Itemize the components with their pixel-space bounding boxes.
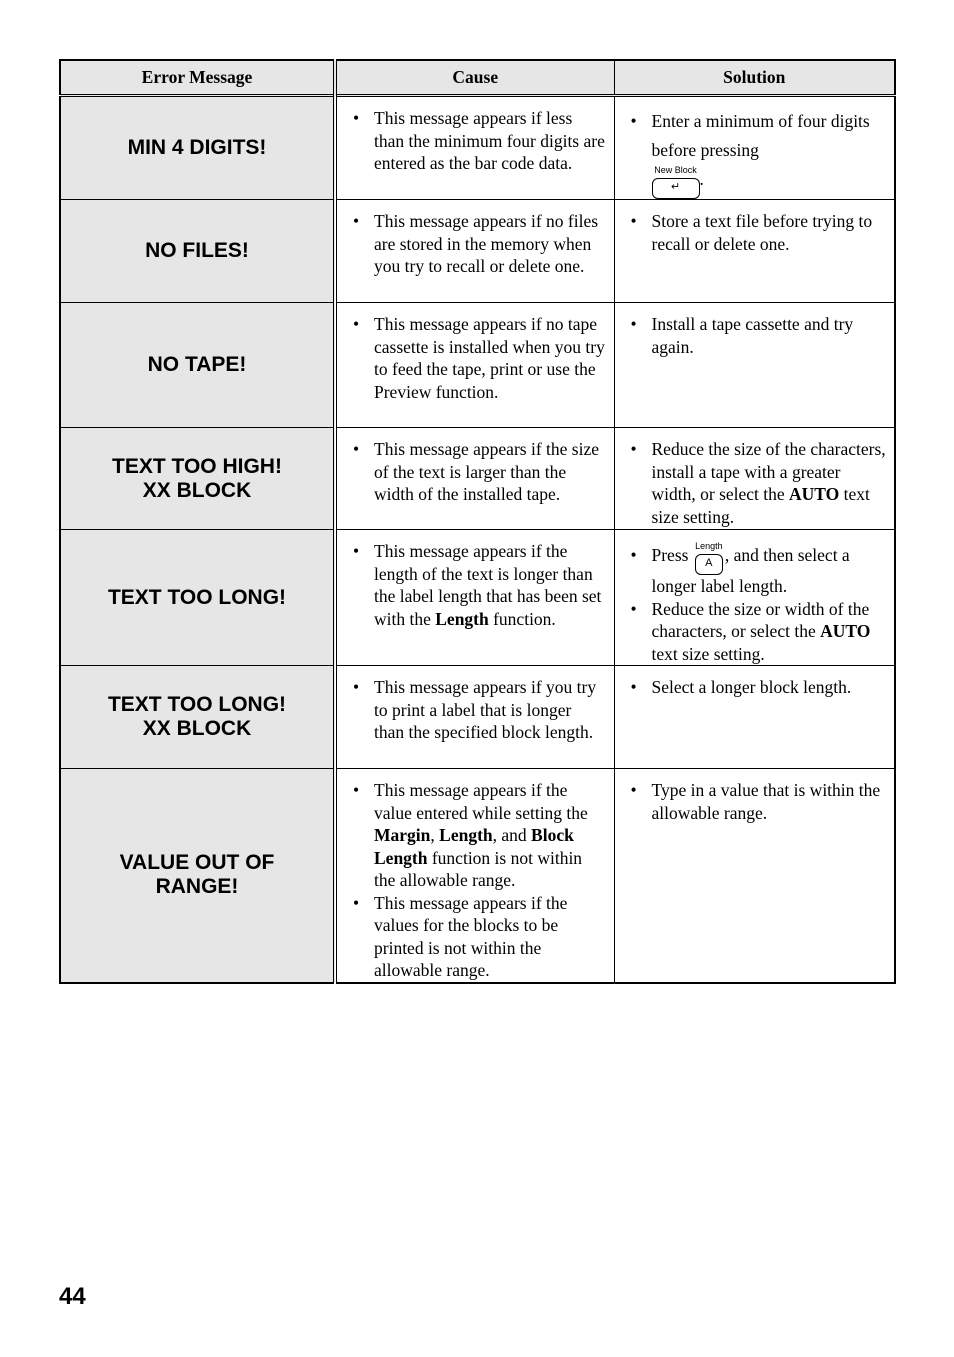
auto-setting-label: AUTO [789,484,840,504]
solution-text: , and then select a longer label length. [651,545,850,596]
solution-text: text size setting. [651,643,765,664]
cause-text: , and [492,825,527,845]
table-row [60,666,895,769]
cause-point: • This message appears if the size of the text is larger than the width of the installed tape. [353,438,606,506]
solution-point [631,541,887,598]
cause-cell [335,303,614,428]
solution-cell [614,200,895,303]
cause-cell [335,769,614,983]
length-function-label: Length [439,825,493,845]
solution-cell [614,96,895,200]
solution-point: • Store a text file before trying to recall or delete one. [631,210,887,255]
error-message-text: VALUE OUT OF [119,851,275,875]
solution-point [631,107,887,199]
error-message-cell [60,769,335,983]
error-message-table [59,59,896,984]
header-error-message: Error Message [60,60,335,96]
cause-point: • This message appears if the values for the blocks to be printed is not within the allowable range. [353,892,606,982]
error-message-cell [60,303,335,428]
error-message-text: RANGE! [155,875,239,899]
table-row [60,200,895,303]
cause-cell [335,428,614,530]
key-label: Length [695,541,723,551]
solution-cell [614,666,895,769]
margin-function-label: Margin [374,825,431,845]
enter-arrow-icon: ↵ [670,181,681,193]
error-message-text: MIN 4 DIGITS! [127,136,267,159]
solution-point [631,598,887,666]
error-message-text: XX BLOCK [142,478,252,502]
cause-text: function. [493,608,556,629]
table-row [60,96,895,200]
header-cause: Cause [335,60,614,96]
solution-text: text size setting. [651,484,870,527]
solution-text: Enter a minimum of four digits before pressing [651,111,870,160]
solution-point: • Select a longer block length. [631,676,887,699]
table-row [60,530,895,666]
error-message-text: TEXT TOO LONG! [107,585,287,609]
error-message-cell [60,200,335,303]
header-solution: Solution [614,60,895,96]
cause-point [353,540,606,630]
error-message-cell [60,96,335,200]
solution-point: • Install a tape cassette and try again. [631,313,887,358]
solution-cell [614,530,895,666]
cause-point: • This message appears if no tape cassette is installed when you try to feed the tape, print or use the Preview function. [353,313,606,403]
solution-cell [614,303,895,428]
error-message-text: TEXT TOO HIGH! [112,454,282,478]
cause-cell [335,200,614,303]
table-row [60,303,895,428]
solution-end: . [699,169,704,189]
block-length-function-label: Block Length [374,825,574,868]
cause-cell [335,530,614,666]
solution-text: Reduce the size or width of the characters, or select the [651,598,870,641]
solution-text: Press [651,545,689,565]
new-block-key-icon [652,165,700,199]
cause-text: function is not within the allowable range. [374,847,583,890]
auto-setting-label: AUTO [820,621,871,641]
length-function-label: Length [435,608,489,629]
solution-point [631,438,887,528]
error-message-cell [60,530,335,666]
a-key-glyph: A [705,557,713,569]
cause-point [353,779,606,892]
cause-text: , [430,825,435,845]
solution-cell [614,769,895,983]
length-key-icon [695,541,723,575]
table-row [60,428,895,530]
table-header-row [60,60,895,96]
cause-text: This message appears if the value entered while setting the [374,780,588,823]
error-message-text: NO TAPE! [147,353,247,376]
error-message-text: NO FILES! [145,239,249,262]
error-message-text: XX BLOCK [142,717,252,740]
solution-text: Reduce the size of the characters, install a tape with a greater width, or select the [651,439,886,504]
page-number: 44 [59,1283,86,1310]
table-row [60,769,895,983]
error-message-cell [60,666,335,769]
solution-point: • Type in a value that is within the allowable range. [631,779,887,824]
key-label: New Block [654,165,697,175]
solution-cell [614,428,895,530]
cause-text: This message appears if the length of the text is longer than the label length that has been set with the [374,541,602,629]
cause-point: • This message appears if no files are stored in the memory when you try to recall or delete one. [353,210,606,278]
cause-cell [335,666,614,769]
cause-point: • This message appears if less than the minimum four digits are entered as the bar code data. [353,107,606,175]
cause-point: • This message appears if you try to print a label that is longer than the specified block length. [353,676,606,744]
error-message-cell [60,428,335,530]
cause-cell [335,96,614,200]
error-message-text: TEXT TOO LONG! [107,693,287,716]
